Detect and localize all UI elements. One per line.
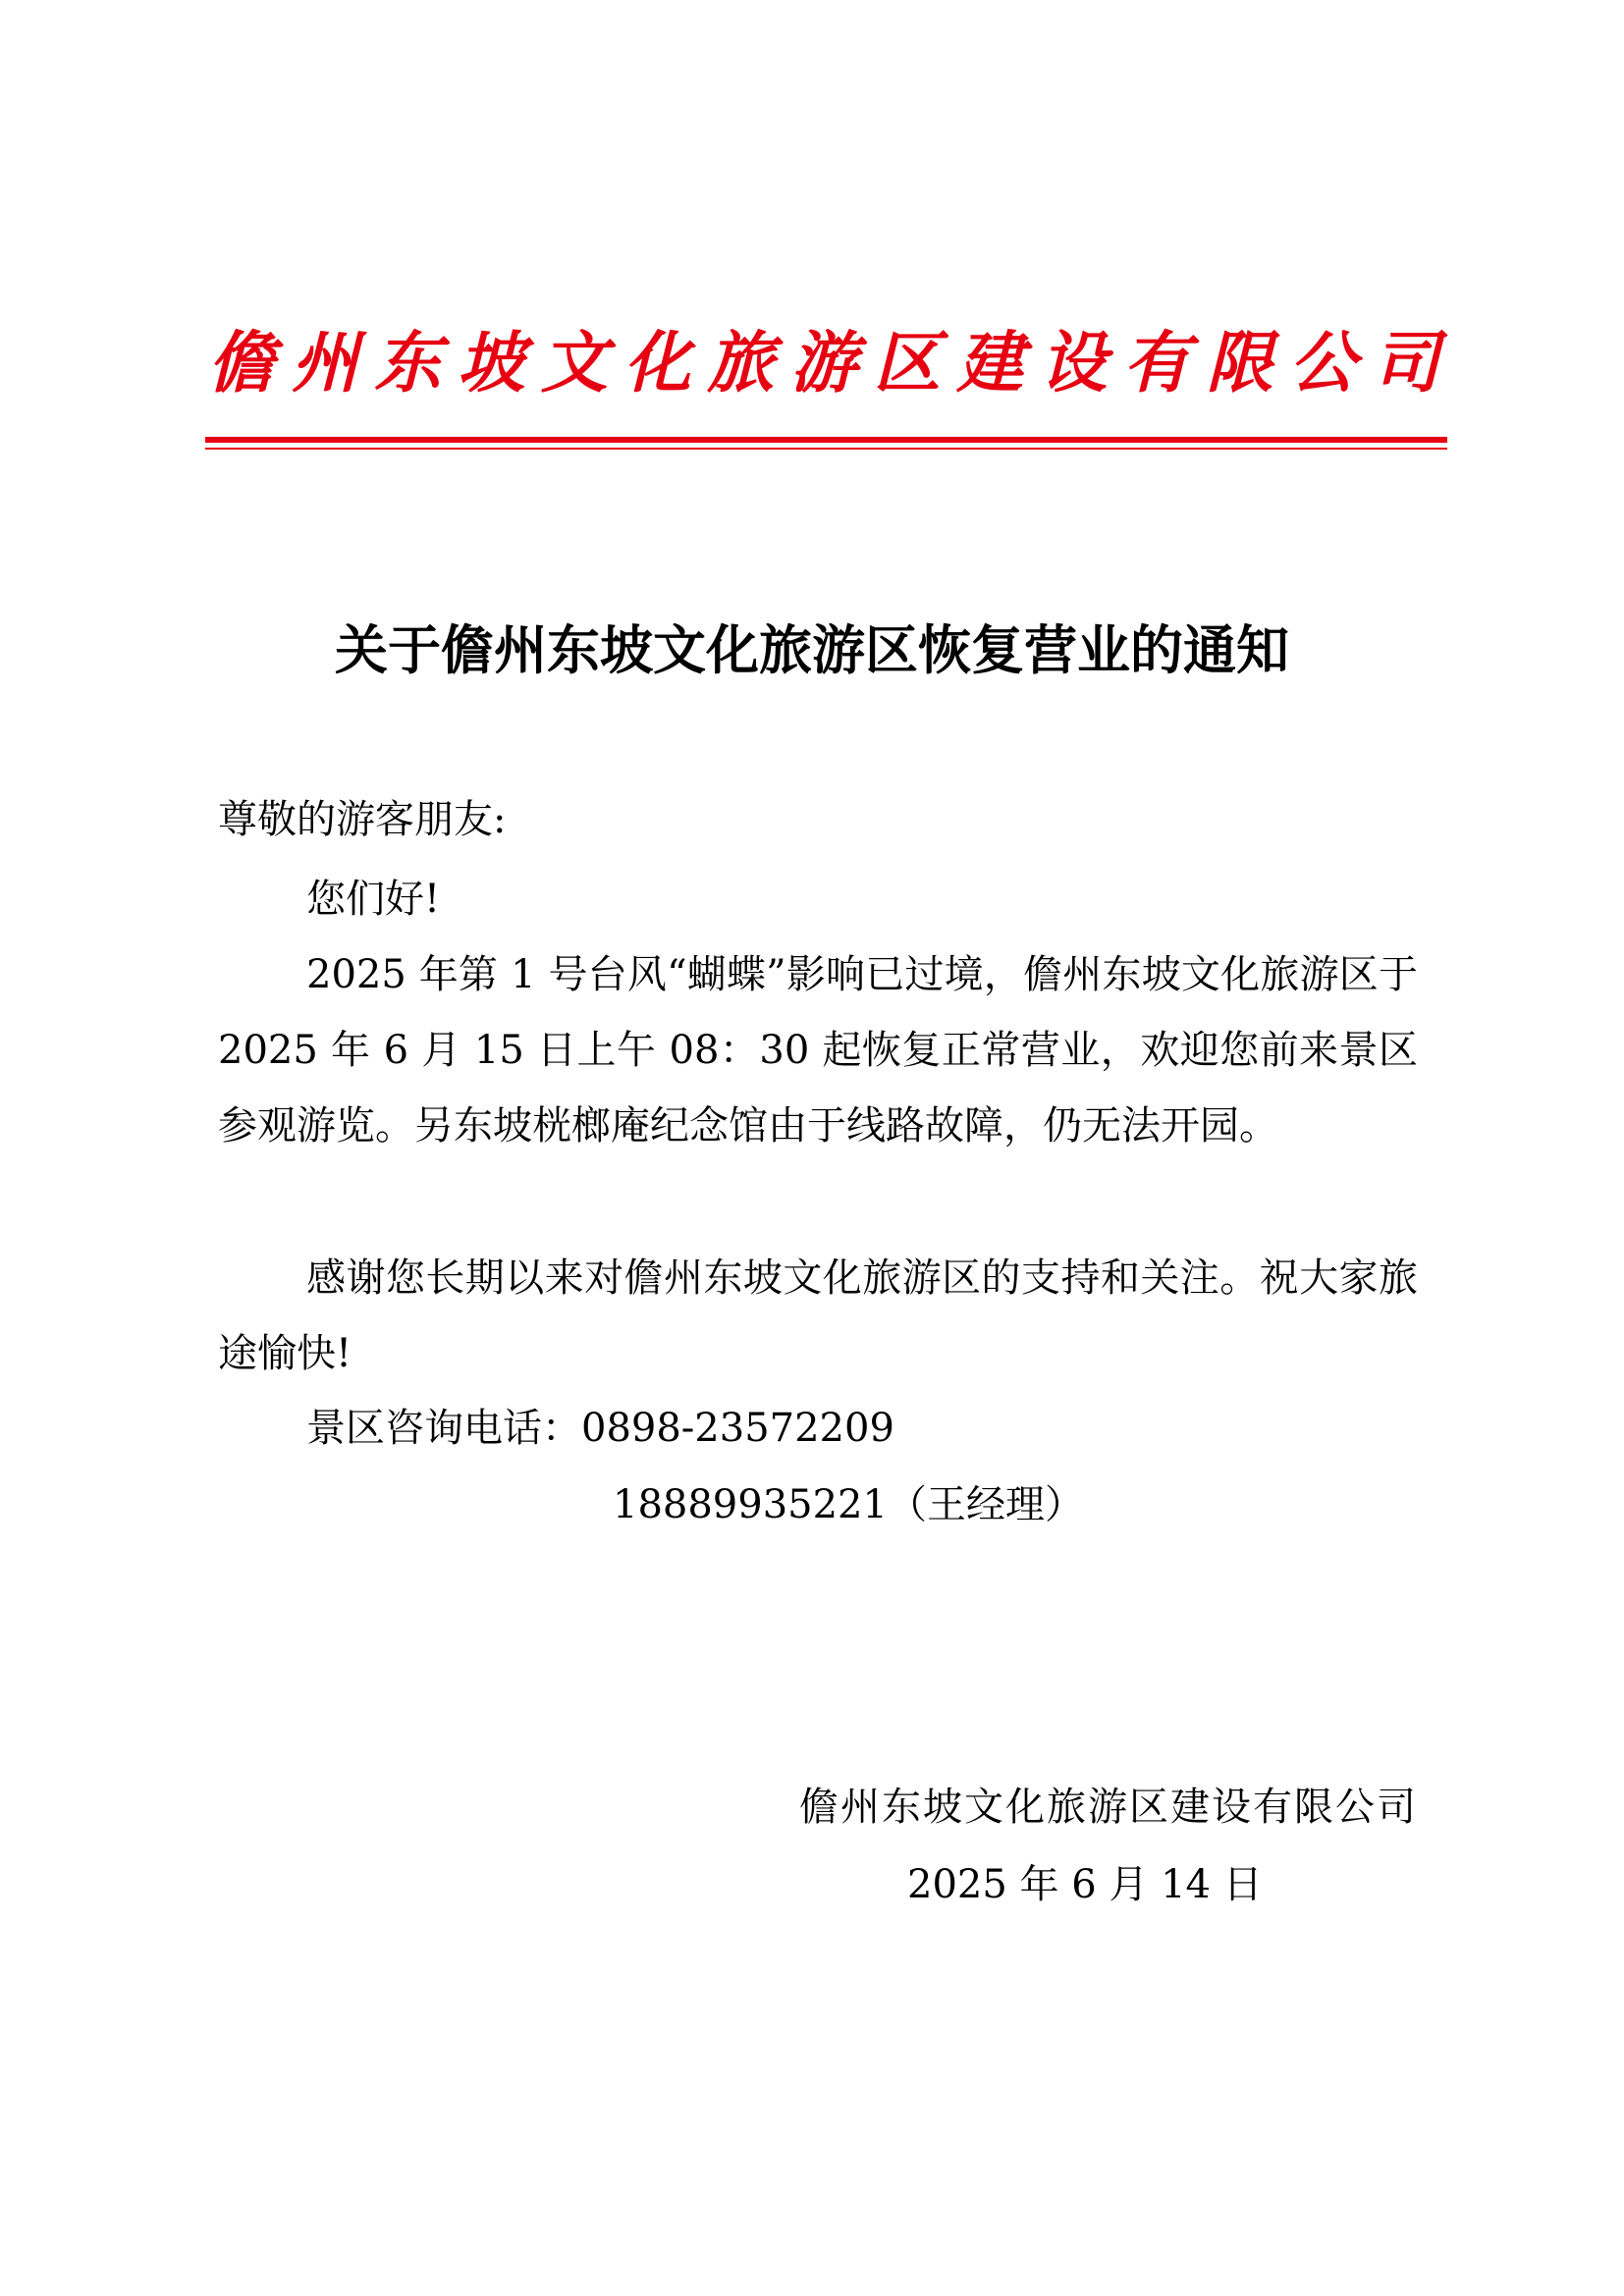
contact-phone-line: 景区咨询电话：0898-23572209 — [306, 1406, 894, 1451]
paragraph-thanks: 感谢您长期以来对儋州东坡文化旅游区的支持和关注。祝大家旅途愉快! — [218, 1255, 1418, 1376]
letterhead-rule-thin — [205, 448, 1447, 450]
paragraph-greeting: 您们好! — [306, 877, 441, 922]
letterhead-rule-thick — [205, 437, 1447, 443]
salutation: 尊敬的游客朋友: — [218, 797, 507, 842]
signature-date: 2025 年 6 月 14 日 — [907, 1862, 1263, 1907]
notice-title: 关于儋州东坡文化旅游区恢复营业的通知 — [335, 619, 1289, 681]
contact-mobile-line: 18889935221（王经理） — [613, 1482, 1084, 1527]
paragraph-reopening: 2025 年第 1 号台风“蝴蝶”影响已过境，儋州东坡文化旅游区于 2025 年 6 月 15 日上午 08：30 起恢复正常营业，欢迎您前来景区参观游览。另东坡桄榔庵纪念馆由于线路故障，仍无法开园。 — [218, 952, 1418, 1148]
signature-company: 儋州东坡文化旅游区建设有限公司 — [799, 1785, 1418, 1830]
letterhead-company-name: 儋州东坡文化旅游区建设有限公司 — [208, 324, 1441, 402]
